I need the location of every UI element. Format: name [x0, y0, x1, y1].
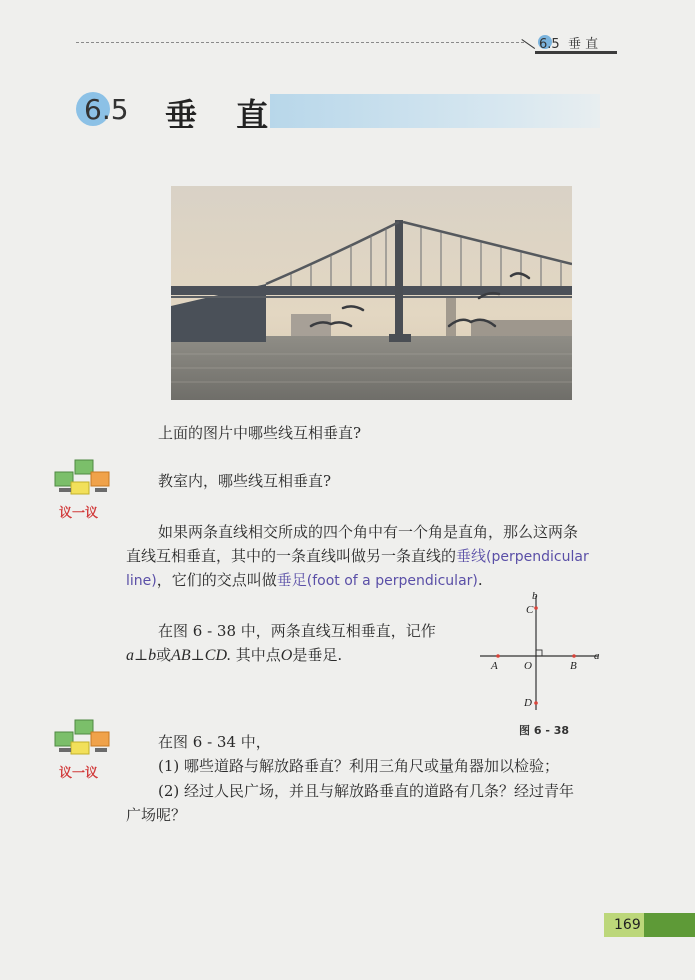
- label-C: C: [526, 604, 534, 616]
- point-D: [534, 701, 538, 705]
- label-a: a: [594, 650, 600, 662]
- right-angle-mark: [536, 650, 542, 656]
- point-B: [572, 654, 576, 658]
- term-perpendicular: 垂线: [456, 547, 487, 565]
- task-intro: 在图 6 - 34 中，: [158, 733, 271, 751]
- task-question-1: (1) 哪些道路与解放路垂直？利用三角尺或量角器加以检验；: [158, 757, 560, 775]
- point-C: [534, 606, 538, 610]
- discuss-label-2: 议一议: [59, 766, 99, 781]
- notation-line-2: a⊥b或AB⊥CD. 其中点O是垂足.: [126, 646, 343, 664]
- bridge-photo: [171, 186, 572, 400]
- running-header: [76, 36, 621, 56]
- label-D: D: [524, 697, 532, 709]
- label-b: b: [532, 590, 538, 602]
- label-O: O: [524, 660, 532, 672]
- point-A: [496, 654, 500, 658]
- task-question-2-cont: 广场呢？: [126, 806, 187, 824]
- task-question-2: (2) 经过人民广场，并且与解放路垂直的道路有几条？经过青年: [158, 782, 575, 800]
- section-number: 6.5: [84, 93, 129, 126]
- definition-line-3: line)，它们的交点叫做垂足(foot of a perpendicular).: [126, 571, 483, 589]
- definition-line-2: 直线互相垂直，其中的一条直线叫做另一条直线的垂线(perpendicular: [126, 547, 589, 565]
- label-A: A: [491, 660, 498, 672]
- header-section-title: 6.5 垂 直: [539, 37, 599, 52]
- computers-icon: [53, 458, 113, 502]
- computers-icon: [53, 718, 113, 762]
- figure-6-38: [470, 588, 610, 716]
- discuss-label-1: 议一议: [59, 506, 99, 521]
- figure-caption: 图 6 - 38: [519, 724, 570, 737]
- label-B: B: [570, 660, 577, 672]
- page-number: 169: [614, 917, 641, 933]
- question-2: 教室内，哪些线互相垂直?: [158, 472, 332, 490]
- header-dashed-rule: [76, 42, 524, 43]
- term-foot: 垂足: [276, 571, 307, 589]
- definition-line-1: 如果两条直线相交所成的四个角中有一个角是直角，那么这两条: [158, 523, 579, 541]
- title-band: [270, 94, 600, 128]
- section-title: 垂 直: [165, 96, 283, 134]
- question-1: 上面的图片中哪些线互相垂直?: [158, 424, 362, 442]
- notation-line-1: 在图 6 - 38 中，两条直线互相垂直，记作: [158, 622, 436, 640]
- discuss-icon-2: [53, 718, 113, 780]
- discuss-icon-1: [53, 458, 113, 520]
